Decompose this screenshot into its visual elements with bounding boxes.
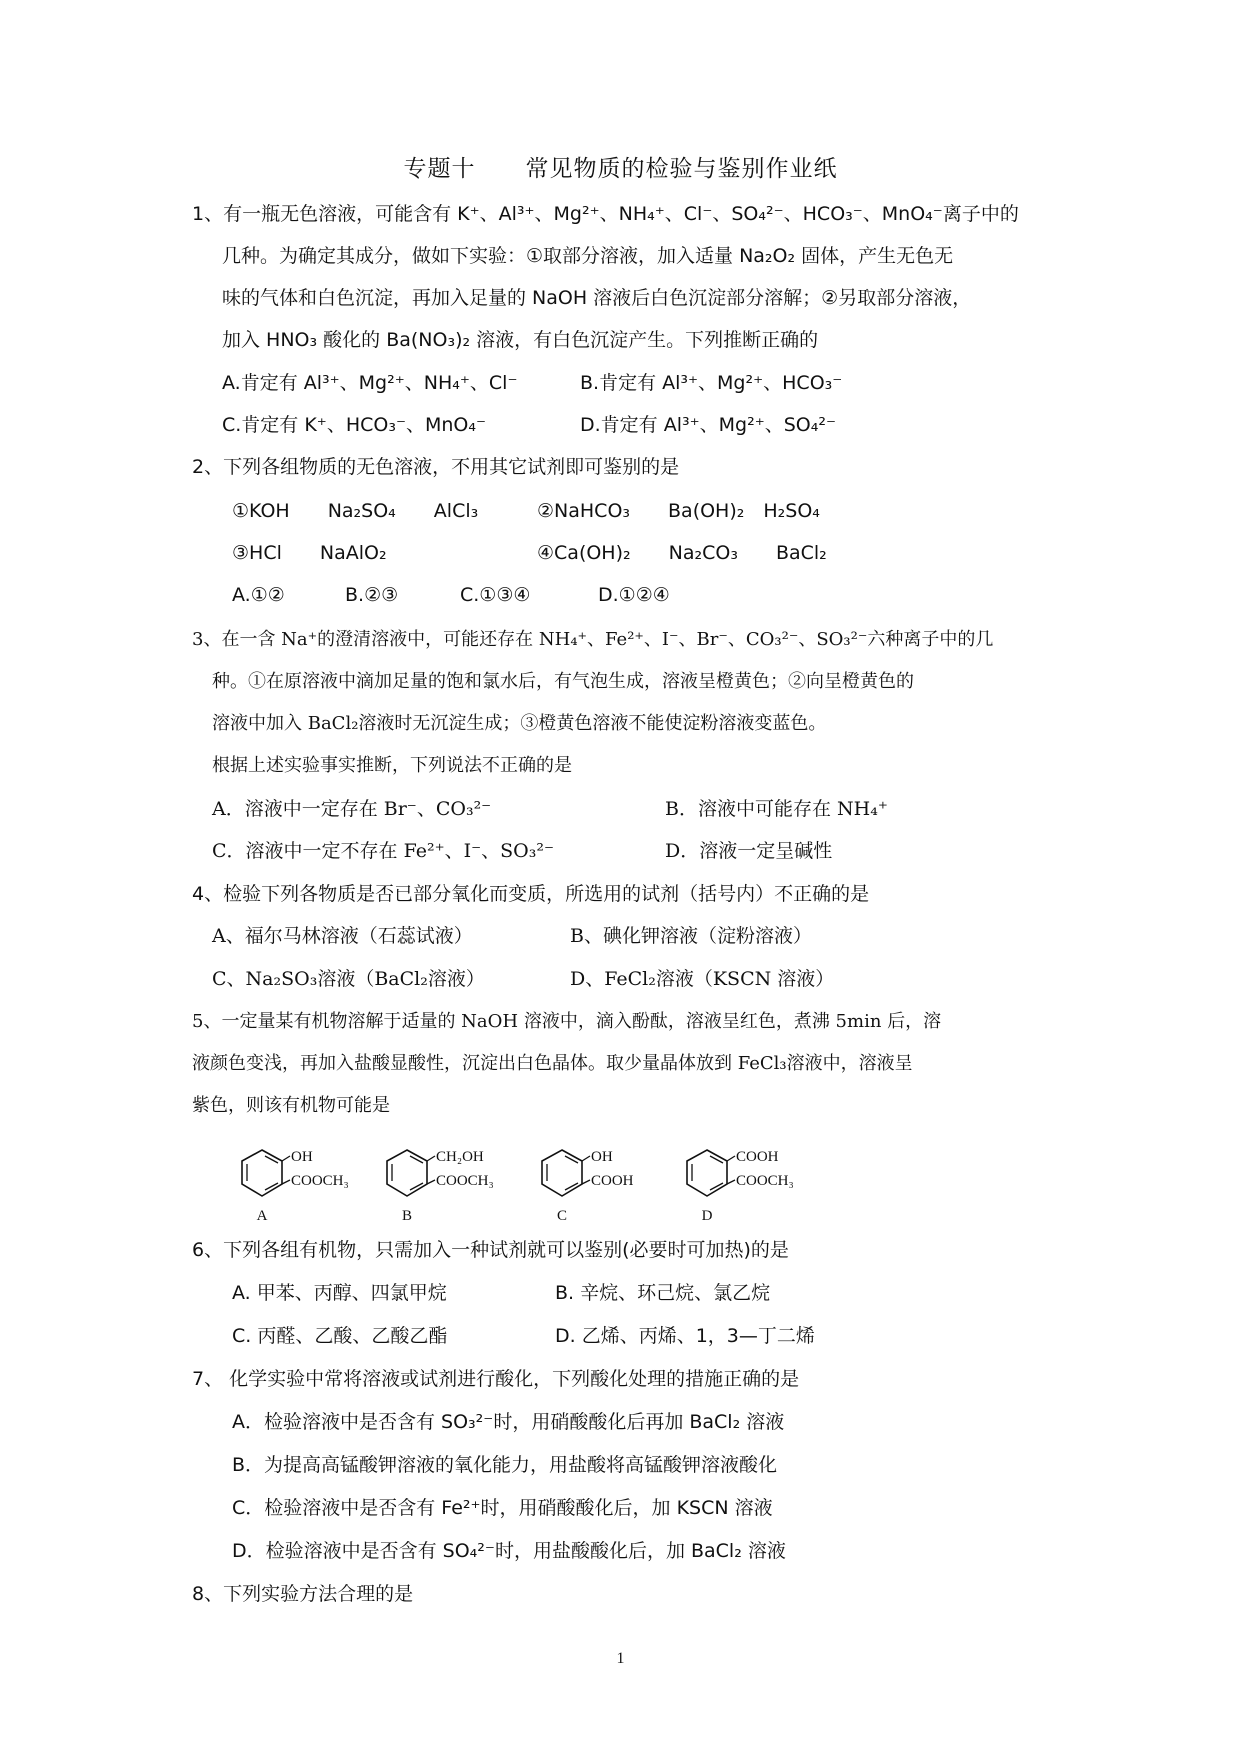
- q3-option-d: D．溶液一定呈碱性: [665, 840, 833, 862]
- structure-c: [542, 1149, 634, 1224]
- q2-option-c: C.①③④: [460, 584, 531, 606]
- q3-option-a: A．溶液中一定存在 Br⁻、CO₃²⁻: [212, 798, 492, 820]
- structure-c-bottom: COOH: [591, 1173, 634, 1189]
- structure-c-label: C: [556, 1208, 568, 1224]
- q5-line-2: 液颜色变浅，再加入盐酸显酸性，沉淀出白色晶体。取少量晶体放到 FeCl₃溶液中，溶液呈: [192, 1053, 913, 1074]
- q4-option-d: D、FeCl₂溶液（KSCN 溶液）: [570, 968, 835, 990]
- q7-stem: 7、 化学实验中常将溶液或试剂进行酸化，下列酸化处理的措施正确的是: [192, 1368, 800, 1390]
- structure-a-label: A: [256, 1208, 268, 1224]
- q3-option-b: B．溶液中可能存在 NH₄⁺: [665, 798, 888, 820]
- q6-option-b: B. 辛烷、环己烷、氯乙烷: [555, 1282, 771, 1304]
- q1-line-1: 1、有一瓶无色溶液，可能含有 K⁺、Al³⁺、Mg²⁺、NH₄⁺、Cl⁻、SO₄²⁻、HCO₃⁻、MnO₄⁻离子中的: [192, 203, 1019, 225]
- structure-b: [387, 1149, 494, 1224]
- structure-d-bottom: COOCH₃: [736, 1173, 794, 1189]
- q3-line-2: 种。①在原溶液中滴加足量的饱和氯水后，有气泡生成，溶液呈橙黄色；②向呈橙黄色的: [212, 671, 914, 692]
- q2-option-b: B.②③: [345, 584, 399, 606]
- page-title: [0, 150, 1241, 183]
- q8-stem: 8、下列实验方法合理的是: [192, 1583, 414, 1605]
- q7-option-c: C．检验溶液中是否含有 Fe²⁺时，用硝酸酸化后，加 KSCN 溶液: [232, 1497, 773, 1519]
- q6-option-a: A. 甲苯、丙醇、四氯甲烷: [232, 1282, 447, 1304]
- q7-option-b: B．为提高高锰酸钾溶液的氧化能力，用盐酸将高锰酸钾溶液酸化: [232, 1454, 778, 1476]
- q4-option-a: A、福尔马林溶液（石蕊试液）: [212, 925, 473, 947]
- structure-d-top: COOH: [736, 1149, 779, 1165]
- structure-b-top: CH₂OH: [436, 1149, 484, 1165]
- q7-option-a: A．检验溶液中是否含有 SO₃²⁻时，用硝酸酸化后再加 BaCl₂ 溶液: [232, 1411, 785, 1433]
- q1-line-4: 加入 HNO₃ 酸化的 Ba(NO₃)₂ 溶液，有白色沉淀产生。下列推断正确的: [222, 329, 819, 351]
- q2-stem: 2、下列各组物质的无色溶液，不用其它试剂即可鉴别的是: [192, 456, 680, 478]
- title-topic-number: 专题十: [403, 156, 476, 182]
- q2-option-d: D.①②④: [598, 584, 670, 606]
- benzene-ring-c: [542, 1150, 582, 1196]
- q1-option-c: C.肯定有 K⁺、HCO₃⁻、MnO₄⁻: [222, 414, 487, 436]
- q2-group-3: ③HCl NaAlO₂: [232, 542, 387, 564]
- q3-line-1: 3、在一含 Na⁺的澄清溶液中，可能还存在 NH₄⁺、Fe²⁺、I⁻、Br⁻、CO₃²⁻、SO₃²⁻六种离子中的几: [192, 629, 994, 650]
- structure-d-label: D: [701, 1208, 713, 1224]
- benzene-ring-b: [387, 1150, 427, 1196]
- structure-d: [687, 1149, 794, 1224]
- q5-line-1: 5、一定量某有机物溶解于适量的 NaOH 溶液中，滴入酚酞，溶液呈红色，煮沸 5min 后，溶: [192, 1011, 942, 1032]
- q1-option-d: D.肯定有 Al³⁺、Mg²⁺、SO₄²⁻: [580, 414, 837, 436]
- q1-line-2: 几种。为确定其成分，做如下实验：①取部分溶液，加入适量 Na₂O₂ 固体，产生无色无: [222, 245, 954, 267]
- page-number: 1: [616, 1650, 625, 1667]
- q4-option-c: C、Na₂SO₃溶液（BaCl₂溶液）: [212, 968, 485, 990]
- q1-option-b: B.肯定有 Al³⁺、Mg²⁺、HCO₃⁻: [580, 372, 843, 394]
- benzene-ring-d: [687, 1150, 727, 1196]
- structure-b-label: B: [401, 1208, 413, 1224]
- q7-option-d: D．检验溶液中是否含有 SO₄²⁻时，用盐酸酸化后，加 BaCl₂ 溶液: [232, 1540, 786, 1562]
- structure-b-bottom: COOCH₃: [436, 1173, 494, 1189]
- q2-group-4: ④Ca(OH)₂ Na₂CO₃ BaCl₂: [537, 542, 827, 564]
- q2-group-1: ①KOH Na₂SO₄ AlCl₃: [232, 500, 479, 522]
- q6-stem: 6、下列各组有机物，只需加入一种试剂就可以鉴别(必要时可加热)的是: [192, 1239, 789, 1261]
- q1-option-a: A.肯定有 Al³⁺、Mg²⁺、NH₄⁺、Cl⁻: [222, 372, 518, 394]
- structure-c-top: OH: [591, 1149, 613, 1165]
- title-topic-name: 常见物质的检验与鉴别作业纸: [525, 156, 838, 182]
- q6-option-c: C. 丙醛、乙酸、乙酸乙酯: [232, 1325, 448, 1347]
- q2-group-2: ②NaHCO₃ Ba(OH)₂ H₂SO₄: [537, 500, 820, 522]
- benzene-ring-a: [242, 1150, 282, 1196]
- q6-option-d: D. 乙烯、丙烯、1，3—丁二烯: [555, 1325, 815, 1347]
- q3-option-c: C．溶液中一定不存在 Fe²⁺、I⁻、SO₃²⁻: [212, 840, 555, 862]
- q2-option-a: A.①②: [232, 584, 285, 606]
- structure-a: [242, 1149, 349, 1224]
- structure-a-bottom: COOCH₃: [291, 1173, 349, 1189]
- q4-option-b: B、碘化钾溶液（淀粉溶液）: [570, 925, 812, 947]
- q3-line-4: 根据上述实验事实推断，下列说法不正确的是: [212, 755, 572, 776]
- structure-a-top: OH: [291, 1149, 313, 1165]
- q1-line-3: 味的气体和白色沉淀，再加入足量的 NaOH 溶液后白色沉淀部分溶解；②另取部分溶液，: [222, 287, 972, 309]
- q5-line-3: 紫色，则该有机物可能是: [192, 1095, 390, 1116]
- q3-line-3: 溶液中加入 BaCl₂溶液时无沉淀生成；③橙黄色溶液不能使淀粉溶液变蓝色。: [212, 713, 827, 734]
- structure-formulas: [232, 1140, 832, 1230]
- q4-stem: 4、检验下列各物质是否已部分氧化而变质，所选用的试剂（括号内）不正确的是: [192, 883, 870, 905]
